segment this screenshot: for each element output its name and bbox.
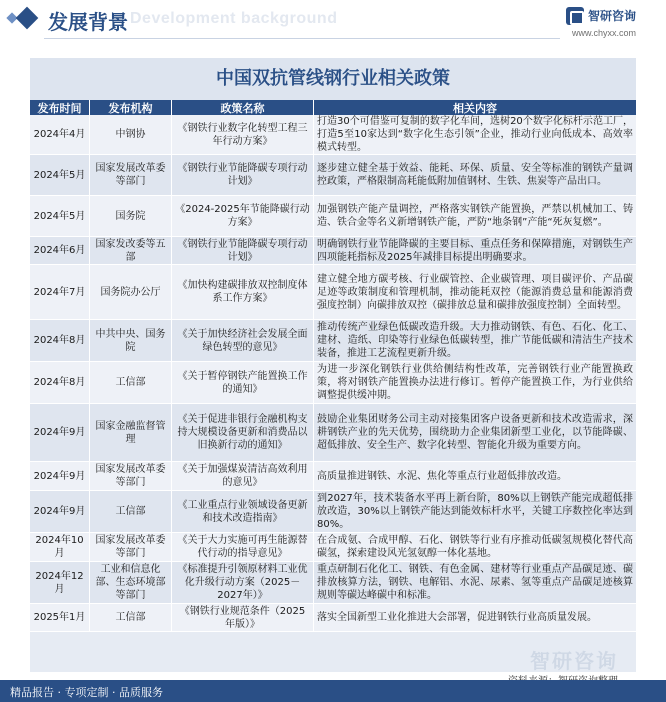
cell-date: 2024年4月	[30, 115, 90, 154]
table-row	[30, 604, 636, 632]
cell-content: 重点研制石化化工、钢铁、有色金属、建材等行业重点产品碳足迹、碳排放核算方法，钢铁、电解铝、水泥、尿素、氢等重点产品碳足迹核算规则等碳达峰碳中和标准。	[314, 562, 636, 603]
cell-content: 鼓励企业集团财务公司主动对接集团客户设备更新和技术改造需求，深耕钢铁产业的先天优势，围绕助力企业集团新型工业化，以节能降碳、超低排放、安全生产、数字化转型、智能化升级为重要方向。	[314, 404, 636, 461]
page-header	[0, 0, 666, 44]
cell-policy: 《关于加强煤炭清洁高效利用的意见》	[172, 462, 314, 490]
cell-org: 国务院	[90, 196, 172, 236]
cell-content: 为进一步深化钢铁行业供给侧结构性改革，完善钢铁行业产能置换政策，将对钢铁产能置换办法进行修订。暂停产能置换工作，为行业供给调整提供缓冲期。	[314, 362, 636, 403]
cell-date: 2024年8月	[30, 362, 90, 403]
cell-date: 2024年10月	[30, 533, 90, 561]
cell-content: 推动传统产业绿色低碳改造升级。大力推动钢铁、有色、石化、化工、建材、造纸、印染等行业绿色低碳转型，推广节能低碳和清洁生产技术装备，推进工艺流程更新升级。	[314, 320, 636, 361]
cell-date: 2024年6月	[30, 237, 90, 264]
table-row	[30, 562, 636, 604]
cell-date: 2024年9月	[30, 462, 90, 490]
table-row	[30, 115, 636, 155]
column-header-content: 相关内容	[453, 101, 497, 115]
column-header-date: 发布时间	[30, 100, 90, 115]
cell-policy: 《加快构建碳排放双控制度体系工作方案》	[172, 265, 314, 319]
table-row	[30, 404, 636, 462]
cell-date: 2024年9月	[30, 404, 90, 461]
cell-policy: 《关于大力实施可再生能源替代行动的指导意见》	[172, 533, 314, 561]
cell-date: 2024年12月	[30, 562, 90, 603]
table-row	[30, 265, 636, 320]
cell-date: 2024年5月	[30, 196, 90, 236]
panel-title: 中国双抗管线钢行业相关政策	[30, 58, 636, 100]
section-subtitle: Development background	[130, 10, 338, 27]
cell-org: 中共中央、国务院	[90, 320, 172, 361]
cell-content: 打造30个可借鉴可复制的数字化车间，选树20个数字化标杆示范工厂，打造5至10家达到“数字化生态引领”企业，推动行业向低成本、高效率模式转型。	[314, 115, 636, 154]
column-header-policy: 政策名称	[172, 100, 314, 115]
cell-org: 工业和信息化部、生态环境部等部门	[90, 562, 172, 603]
cell-org: 工信部	[90, 604, 172, 631]
cell-org: 国务院办公厅	[90, 265, 172, 319]
policy-panel	[30, 58, 636, 672]
table-body	[30, 115, 636, 632]
cell-org: 国家发展改革委等部门	[90, 462, 172, 490]
cell-policy: 《关于加快经济社会发展全面绿色转型的意见》	[172, 320, 314, 361]
cell-date: 2024年9月	[30, 491, 90, 532]
diamond-icon	[16, 7, 39, 30]
cell-content: 高质量推进钢铁、水泥、焦化等重点行业超低排放改造。	[314, 462, 636, 490]
cell-policy: 《关于促进非银行金融机构支持大规模设备更新和消费品以旧换新行动的通知》	[172, 404, 314, 461]
cell-policy: 《钢铁行业数字化转型工程三年行动方案》	[172, 115, 314, 154]
cell-policy: 《2024-2025年节能降碳行动方案》	[172, 196, 314, 236]
cell-org: 国家发展改革委等部门	[90, 155, 172, 195]
header-divider	[44, 38, 560, 39]
cell-policy: 《标准提升引领原材料工业优化升级行动方案（2025－2027年）》	[172, 562, 314, 603]
cell-policy: 《钢铁行业节能降碳专项行动计划》	[172, 155, 314, 195]
cell-content: 明确钢铁行业节能降碳的主要目标、重点任务和保障措施，对钢铁生产四项能耗指标及2025年减排目标提出明确要求。	[314, 237, 636, 264]
cell-content: 逐步建立健全基于效益、能耗、环保、质量、安全等标准的钢铁产量调控政策，严格限制高耗能低附加值钢材、生铁、焦炭等产品出口。	[314, 155, 636, 195]
cell-org: 工信部	[90, 362, 172, 403]
cell-org: 国家发展改革委等部门	[90, 533, 172, 561]
logo-icon	[566, 7, 584, 25]
cell-date: 2024年5月	[30, 155, 90, 195]
table-row	[30, 155, 636, 196]
watermark-logo: 智研咨询	[530, 649, 618, 673]
cell-org: 国家发改委等五部	[90, 237, 172, 264]
logo-name: 智研咨询	[588, 9, 637, 23]
table-row	[30, 320, 636, 362]
cell-policy: 《钢铁行业节能降碳专项行动计划》	[172, 237, 314, 264]
cell-content: 加强钢铁产能产量调控，严格落实钢铁产能置换，严禁以机械加工、铸造、铁合金等名义新增钢铁产能，严防“地条钢”产能“死灰复燃”。	[314, 196, 636, 236]
table-row	[30, 533, 636, 562]
cell-date: 2025年1月	[30, 604, 90, 631]
section-title: 发展背景	[48, 10, 128, 34]
cell-policy: 《关于暂停钢铁产能置换工作的通知》	[172, 362, 314, 403]
column-header-org: 发布机构	[90, 100, 172, 115]
cell-org: 中钢协	[90, 115, 172, 154]
cell-org: 国家金融监督管理	[90, 404, 172, 461]
cell-policy: 《工业重点行业领域设备更新和技术改造指南》	[172, 491, 314, 532]
cell-content: 到2027年，技术装备水平再上新台阶，80%以上钢铁产能完成超低排放改造，30%以上钢铁产能达到能效标杆水平，关键工序数控化率达到80%。	[314, 491, 636, 532]
cell-content: 建立健全地方碳考核、行业碳管控、企业碳管理、项目碳评价、产品碳足迹等政策制度和管理机制，推动能耗双控（能源消费总量和能源消费强度控制）向碳排放双控（碳排放总量和碳排放强度控制）全面转型。	[314, 265, 636, 319]
table-row	[30, 491, 636, 533]
table-row	[30, 362, 636, 404]
cell-date: 2024年7月	[30, 265, 90, 319]
cell-policy: 《钢铁行业规范条件（2025年版）》	[172, 604, 314, 631]
table-row	[30, 237, 636, 265]
cell-date: 2024年8月	[30, 320, 90, 361]
table-row	[30, 196, 636, 237]
page-footer	[0, 680, 666, 702]
policy-table	[30, 100, 636, 632]
footer-slogan: 精品报告 · 专项定制 · 品质服务	[10, 686, 163, 699]
cell-content: 在合成氨、合成甲醇、石化、钢铁等行业有序推动低碳氢规模化替代高碳氢，探索建设风光氢氨醇一体化基地。	[314, 533, 636, 561]
cell-content: 落实全国新型工业化推进大会部署，促进钢铁行业高质量发展。	[314, 604, 636, 631]
table-header	[30, 100, 636, 115]
table-row	[30, 462, 636, 491]
logo-url: www.chyxx.com	[572, 28, 637, 38]
cell-org: 工信部	[90, 491, 172, 532]
